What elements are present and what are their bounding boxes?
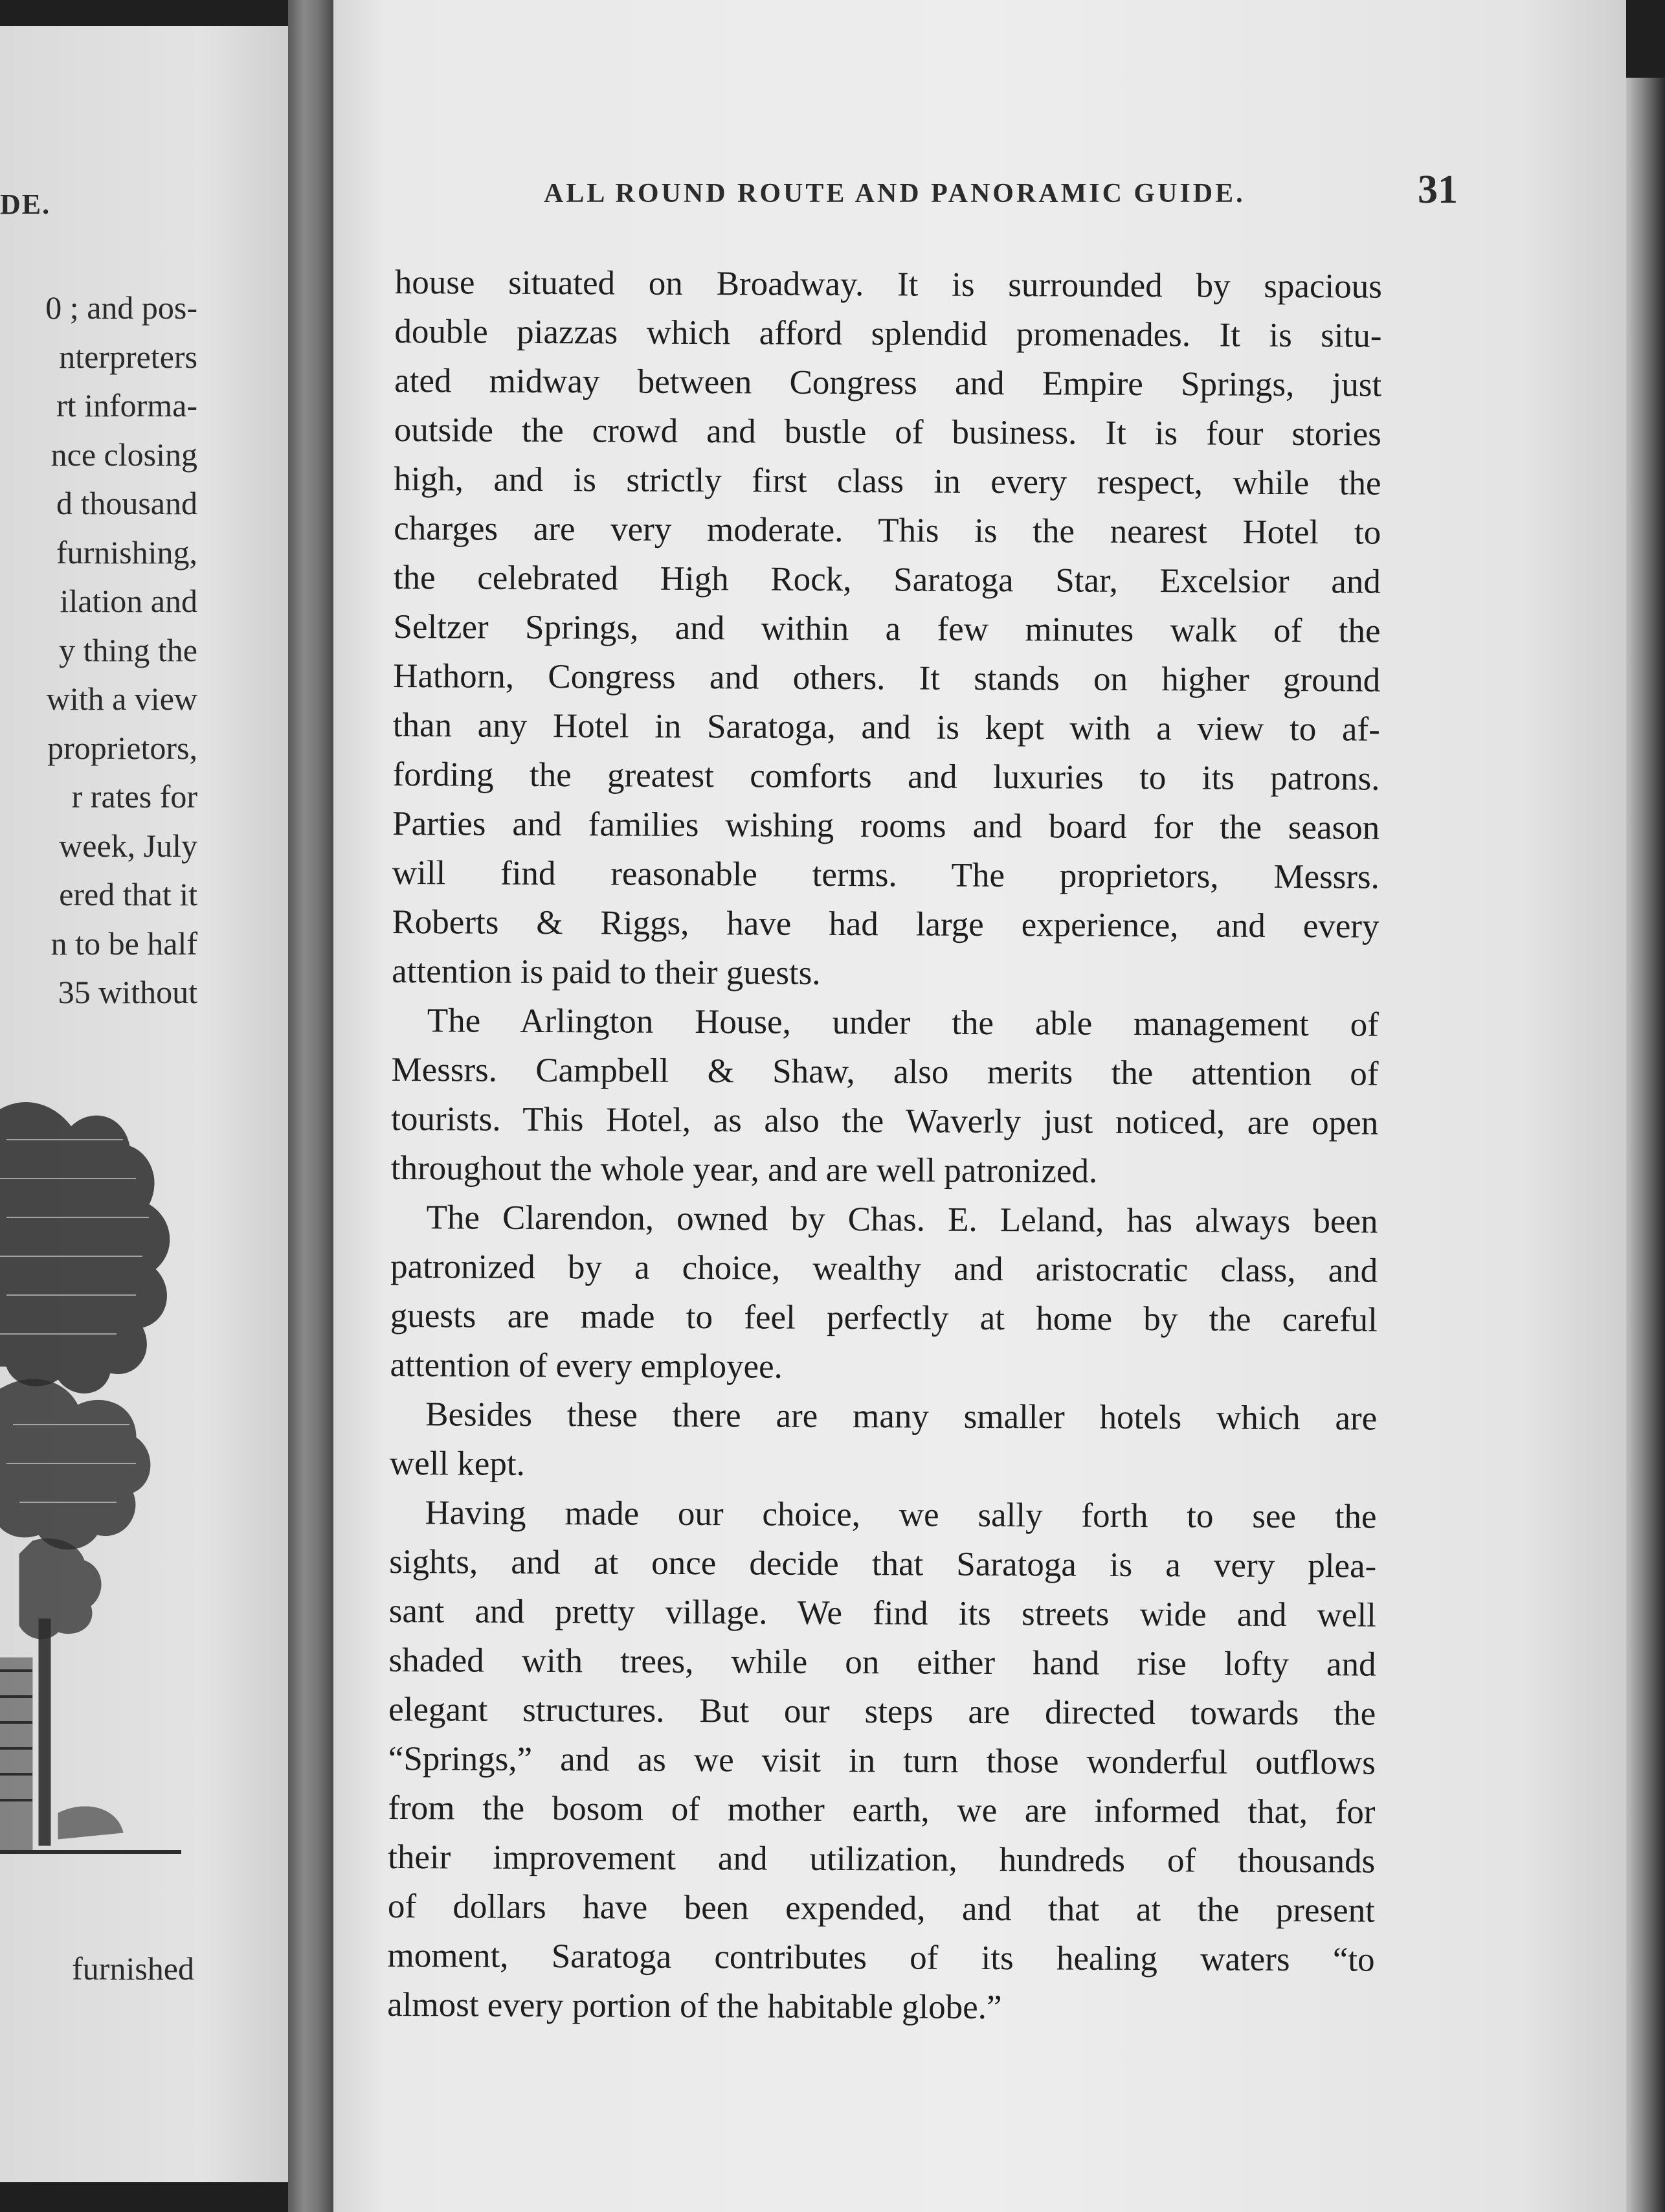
left-text-line: nterpreters (59, 338, 197, 375)
left-text-line: 35 without (58, 974, 197, 1010)
text-line-content: elegant structures. But our steps are directed towards the (388, 1690, 1376, 1733)
text-line (388, 1636, 1376, 1689)
text-line (390, 1291, 1378, 1345)
book-gutter (288, 0, 333, 2212)
text-line (388, 1685, 1376, 1739)
left-text-line: 0 ; and pos- (45, 289, 197, 326)
left-text-line: proprietors, (47, 729, 197, 766)
text-line-content: The Arlington House, under the able management of (427, 1002, 1379, 1044)
text-line-content: sant and pretty village. We find its streets wide and well (388, 1592, 1376, 1634)
text-line (394, 405, 1381, 459)
text-line-content: charges are very moderate. This is the nearest Hotel to (394, 509, 1381, 552)
left-text-line: r rates for (71, 778, 197, 815)
text-line-content: patronized by a choice, wealthy and aristocratic class, and (390, 1247, 1378, 1290)
text-line-content: Messrs. Campbell & Shaw, also merits the attention of (391, 1050, 1379, 1093)
left-text-line: nce closing (50, 436, 197, 473)
text-line (391, 1144, 1378, 1197)
text-line (392, 848, 1380, 902)
body-text (387, 258, 1382, 2034)
text-line (390, 1439, 1377, 1493)
text-line-content: Hathorn, Congress and others. It stands on higher ground (393, 657, 1381, 699)
text-line (392, 996, 1379, 1050)
text-line-content: “Springs,” and as we visit in turn those wonderful outflows (388, 1739, 1376, 1782)
text-line-content: throughout the whole year, and are well patronized. (390, 1149, 1098, 1190)
text-line (392, 750, 1380, 804)
text-line-content: sights, and at once decide that Saratoga is a very plea- (389, 1542, 1377, 1585)
engraving-illustration (0, 1088, 188, 1878)
text-line-content: ated midway between Congress and Empire Springs, just (394, 361, 1382, 404)
text-line-content: than any Hotel in Saratoga, and is kept with a view to af- (392, 706, 1380, 749)
text-line (389, 1537, 1376, 1591)
text-line-content: Seltzer Springs, and within a few minutes walk of the (393, 607, 1381, 650)
running-head: ALL ROUND ROUTE AND PANORAMIC GUIDE. (544, 179, 1246, 209)
text-line (387, 1931, 1374, 1985)
text-line (390, 1242, 1378, 1296)
text-line-content: the celebrated High Rock, Saratoga Star, Excelsior and (393, 558, 1381, 601)
text-line (392, 897, 1379, 951)
text-line-content: double piazzas which afford splendid promenades. It is situ- (394, 312, 1382, 355)
text-line-content: shaded with trees, while on either hand rise lofty and (388, 1641, 1376, 1684)
text-line (388, 1833, 1375, 1886)
left-page (0, 26, 288, 2182)
text-line (393, 602, 1380, 656)
left-text-line: week, July (59, 827, 197, 864)
text-line-content: Besides these there are many smaller hotels which are (425, 1395, 1378, 1438)
left-bottom-line: furnished (72, 1950, 194, 1987)
text-line (389, 1488, 1376, 1542)
text-line-content: moment, Saratoga contributes of its healing waters “to (387, 1936, 1375, 1979)
text-line-content: almost every portion of the habitable globe.” (387, 1985, 1002, 2027)
text-line-content: Having made our choice, we sally forth to see the (425, 1494, 1377, 1536)
left-text-line: rt informa- (56, 387, 197, 423)
text-line (391, 1045, 1378, 1099)
text-line-content: house situated on Broadway. It is surrounded by spacious (394, 263, 1382, 306)
left-text-line: with a view (46, 681, 197, 717)
text-line-content: outside the crowd and bustle of business. It is four stories (394, 411, 1381, 453)
text-line (394, 455, 1381, 508)
text-line-content: The Clarendon, owned by Chas. E. Leland, has always been (426, 1199, 1378, 1241)
text-line (389, 1586, 1376, 1640)
page-number: 31 (1418, 168, 1458, 212)
left-text-line: y thing the (59, 631, 197, 668)
left-text-line: d thousand (56, 485, 197, 521)
text-line-content: of dollars have been expended, and that at the present (387, 1887, 1376, 1930)
text-line-content: attention is paid to their guests. (392, 952, 821, 992)
text-line-content: Roberts & Riggs, have had large experience, and every (392, 903, 1380, 945)
text-line (394, 504, 1381, 558)
text-line-content: tourists. This Hotel, as also the Waverly just noticed, are open (391, 1100, 1379, 1142)
text-line-content: guests are made to feel perfectly at home by the careful (390, 1296, 1378, 1339)
text-line (394, 356, 1381, 410)
text-line-content: will find reasonable terms. The proprietors, Messrs. (392, 853, 1380, 896)
text-line-content: Parties and families wishing rooms and board for the season (392, 804, 1380, 847)
text-line (390, 1390, 1377, 1443)
text-line (387, 1980, 1374, 2034)
text-line (395, 258, 1382, 311)
text-line (394, 307, 1381, 361)
left-text-line: n to be half (50, 925, 197, 962)
text-line (390, 1193, 1378, 1247)
text-line-content: attention of every employee. (390, 1346, 783, 1386)
text-line-content: from the bosom of mother earth, we are informed that, for (388, 1789, 1376, 1831)
left-text-line: ilation and (60, 583, 197, 619)
text-line (394, 553, 1381, 607)
left-running-head: DE. (0, 188, 51, 220)
text-line (393, 701, 1380, 754)
text-line-content: fording the greatest comforts and luxuries to its patrons. (392, 755, 1380, 798)
text-line-content: well kept. (389, 1444, 526, 1483)
text-line (393, 651, 1380, 705)
text-line (390, 1340, 1377, 1394)
text-line (388, 1783, 1375, 1837)
page-edge (1626, 78, 1665, 2212)
text-line (388, 1734, 1376, 1788)
right-page (333, 0, 1626, 2212)
text-line-content: their improvement and utilization, hundreds of thousands (388, 1838, 1376, 1880)
left-text-line: furnishing, (56, 534, 197, 570)
text-line (388, 1882, 1375, 1936)
text-line (391, 1094, 1378, 1148)
text-line (392, 799, 1380, 853)
left-text-line: ered that it (59, 876, 197, 912)
text-line-content: high, and is strictly first class in every respect, while the (394, 460, 1381, 502)
text-line (392, 947, 1379, 1000)
